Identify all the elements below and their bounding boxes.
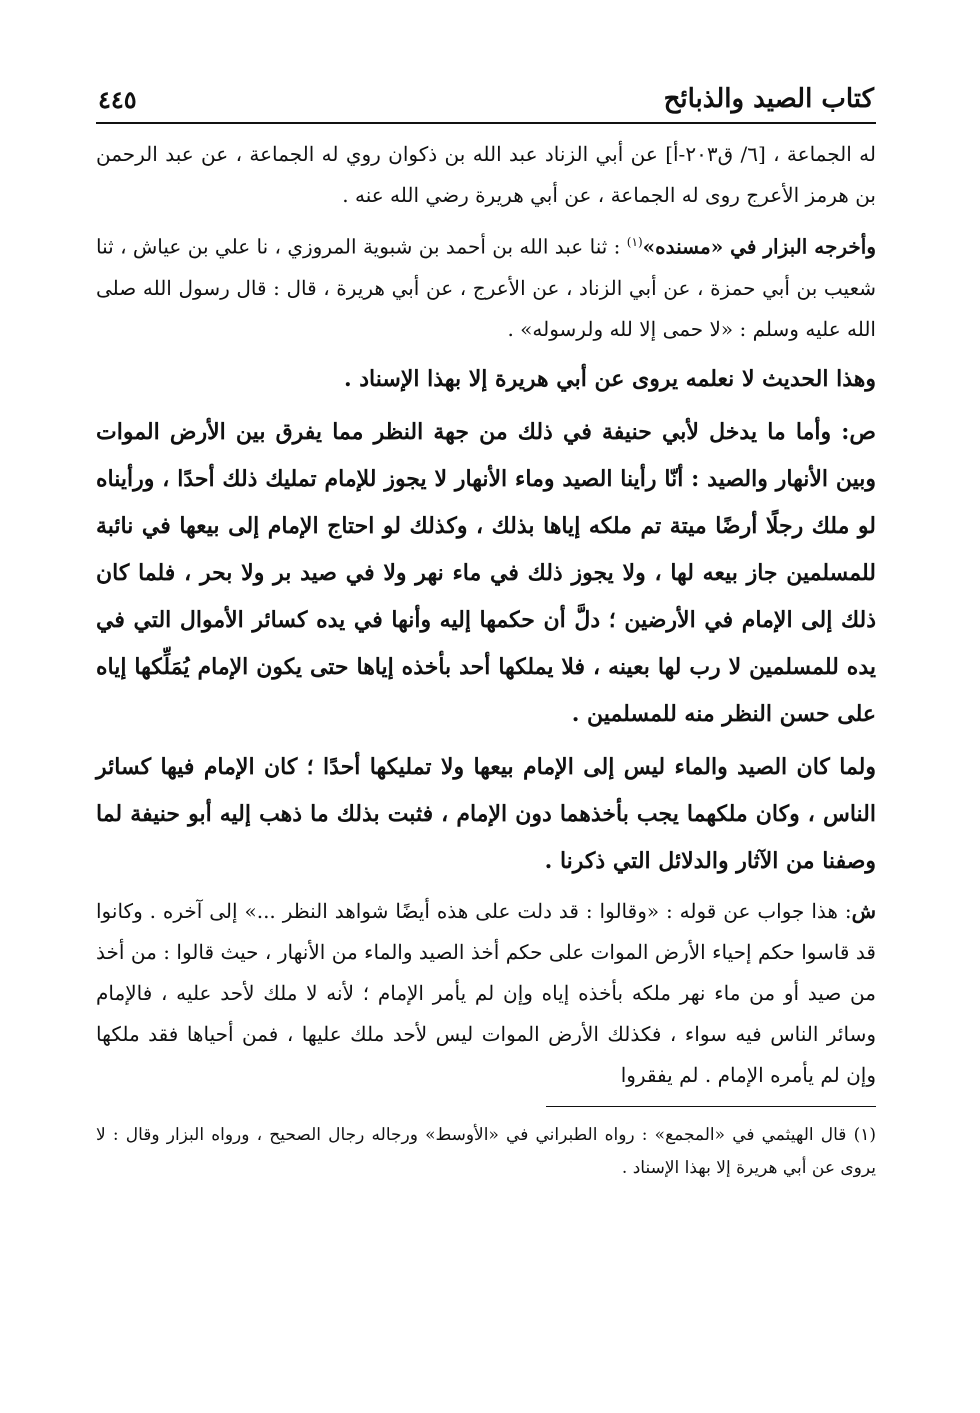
paragraph-bazzar	[96, 222, 876, 350]
footnote	[96, 1119, 876, 1185]
paragraph-narrators	[96, 134, 876, 216]
page-header	[96, 70, 876, 114]
paragraph-text: ولما كان الصيد والماء ليس إلى الإمام بيعها ولا تمليكها أحدًا ؛ كان الإمام فيها كسائر الناس ، وكان ملكهما يجب بأخذهما دون الإمام ، فثبت بذلك ما ذهب إليه أبو حنيفة لما وصفنا من الآثار والدلائل التي ذكرنا .	[96, 753, 876, 874]
paragraph-lead: وأخرجه البزار في «مسنده»	[642, 234, 876, 259]
footnote-marker: (١)	[853, 1124, 876, 1145]
paragraph-text: : هذا جواب عن قوله : «وقالوا : قد دلت على هذه أيضًا شواهد النظر ...» إلى آخره . وكانوا قد قاسوا حكم إحياء الأرض الموات على حكم أخذ الصيد والماء من الأنهار ، حيث قالوا : من أخذ من صيد أو من ماء نهر ملكه بأخذه إياه وإن لم يأمر الإمام ؛ لأنه لا ملك لأحد عليه ، فالإمام وسائر الناس فيه سواء ، فكذلك الأرض الموات ليس لأحد ملك عليها ، فمن أحياها فقد ملكها وإن لم يأمره الإمام . لم يفقروا	[96, 898, 876, 1087]
footnote-reference: (١)	[626, 235, 643, 249]
running-title: كتاب الصيد والذبائح	[663, 84, 874, 114]
paragraph-text: : ثنا عبد الله بن أحمد بن شبوية المروزي ، نا علي بن عياش ، ثنا شعيب بن أبي حمزة ، عن أبي الزناد ، عن الأعرج ، عن أبي هريرة ، قال : قال رسول الله صلى الله عليه وسلم : «لا حمى إلا لله ولرسوله» .	[96, 234, 876, 341]
paragraph-conclusion	[96, 744, 876, 885]
paragraph-text: وهذا الحديث لا نعلمه يروى عن أبي هريرة إلا بهذا الإسناد .	[343, 365, 876, 392]
footnote-rule	[546, 1106, 876, 1107]
paragraph-lead: ش	[851, 898, 876, 923]
paragraph-lead: ص	[849, 418, 876, 445]
paragraph-sad	[96, 409, 876, 738]
paragraph-text: له الجماعة ، [٦/ ق٢٠٣-أ] عن أبي الزناد عبد الله بن ذكوان روي له الجماعة ، عن عبد الرحمن بن هرمز الأعرج روى له الجماعة ، عن أبي هريرة رضي الله عنه .	[96, 142, 876, 207]
footnote-text: قال الهيثمي في «المجمع» : رواه الطبراني في «الأوسط» ورجاله رجال الصحيح ، ورواه البزار وقال : لا يروى عن أبي هريرة إلا بهذا الإسناد .	[96, 1124, 876, 1178]
page-number: ٤٤٥	[98, 85, 137, 114]
paragraph-sharh	[96, 891, 876, 1096]
paragraph-text: : وأما ما يدخل لأبي حنيفة في ذلك من جهة النظر مما يفرق بين الأرض الموات وبين الأنهار والصيد : أنّا رأينا الصيد وماء الأنهار لا يجوز للإمام تمليك ذلك أحدًا ، ورأيناه لو ملك رجلًا أرضًا ميتة تم ملكه إياها بذلك ، وكذلك لو احتاج الإمام إلى بيعها في نائبة للمسلمين جاز بيعه لها ، ولا يجوز ذلك في ماء نهر ولا في صيد بر ولا بحر ، فلما كان ذلك إلى الإمام في الأرضين ؛ دلَّ أن حكمها إليه وأنها في يده كسائر الأموال التي في يده للمسلمين لا رب لها بعينه ، فلا يملكها أحد بأخذه إياها حتى يكون الإمام يُمَلِّكها إياه على حسن النظر منه للمسلمين .	[96, 418, 876, 727]
book-page	[96, 70, 876, 1185]
paragraph-hadith-note	[96, 356, 876, 403]
header-rule	[96, 122, 876, 124]
